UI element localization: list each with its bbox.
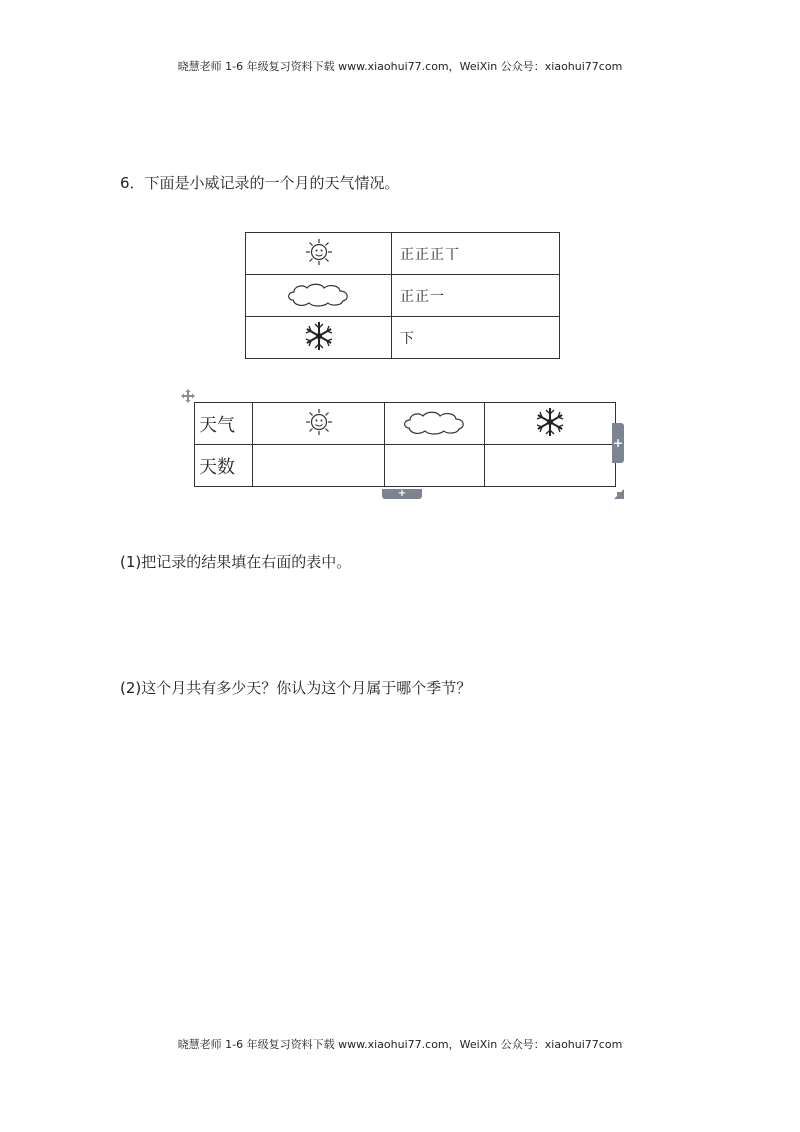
table-row (246, 275, 560, 317)
answer-cell-snowy[interactable] (485, 445, 616, 487)
row-header-days: 天数 (195, 445, 253, 487)
add-column-button[interactable]: + (612, 423, 624, 463)
tally-cloudy: 正正⼀ (392, 275, 560, 317)
tally-sunny: 正正正丅 (392, 233, 560, 275)
cloud-icon (285, 280, 353, 308)
question-title: 6．下面是小威记录的一个月的天气情况。 (120, 174, 400, 192)
page-header: 晓慧老师 1-6 年级复习资料下载 www.xiaohui77.com，WeiXin 公众号：xiaohui77com (177, 60, 623, 73)
weather-record-table (245, 232, 560, 359)
table-row (246, 233, 560, 275)
table-row (195, 403, 616, 445)
tally-snowy: 下 (392, 317, 560, 359)
table-row (246, 317, 560, 359)
cloud-icon (401, 408, 469, 436)
table-resize-handle-icon[interactable] (614, 489, 624, 499)
sub-question-2: (2)这个月共有多少天？你认为这个月属于哪个季节？ (120, 679, 472, 697)
weather-answer-table (194, 402, 616, 487)
table-row (195, 445, 616, 487)
page-footer: 晓慧老师 1-6 年级复习资料下载 www.xiaohui77.com，WeiXin 公众号：xiaohui77com (177, 1038, 623, 1051)
add-row-button[interactable]: + (382, 489, 422, 499)
sun-icon (304, 407, 334, 437)
answer-cell-cloudy[interactable] (385, 445, 485, 487)
snowflake-icon (303, 320, 335, 352)
row-header-weather: 天气 (195, 403, 253, 445)
sub-question-1: (1)把记录的结果填在右面的表中。 (120, 553, 352, 571)
sun-icon (304, 237, 334, 267)
snowflake-icon (534, 406, 566, 438)
answer-cell-sunny[interactable] (253, 445, 385, 487)
